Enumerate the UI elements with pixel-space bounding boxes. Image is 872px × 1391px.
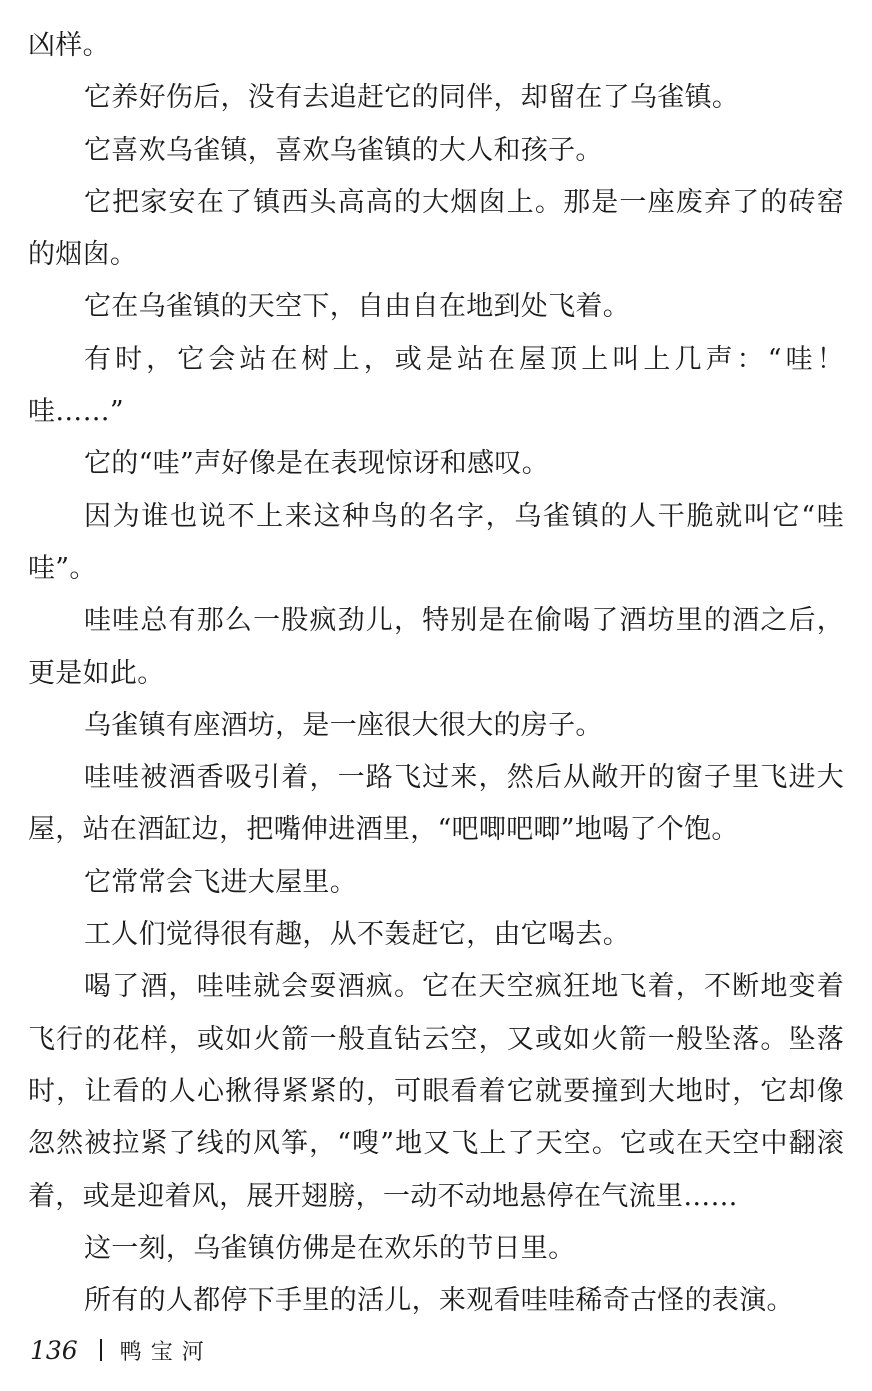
paragraph: 哇哇总有那么一股疯劲儿，特别是在偷喝了酒坊里的酒之后，更是如此。 <box>28 605 844 689</box>
page-footer <box>30 1330 213 1370</box>
paragraph: 它的“哇”声好像是在表现惊讶和感叹。 <box>84 448 550 480</box>
paragraph: 哇哇被酒香吸引着，一路飞过来，然后从敞开的窗子里飞进大屋，站在酒缸边，把嘴伸进酒里，“吧唧吧唧”地喝了个饱。 <box>28 762 844 846</box>
paragraph: 有时，它会站在树上，或是站在屋顶上叫上几声：“哇！哇……” <box>28 343 844 428</box>
paragraph: 所有的人都停下手里的活儿，来观看哇哇稀奇古怪的表演。 <box>84 1285 794 1317</box>
paragraph: 这一刻，乌雀镇仿佛是在欢乐的节日里。 <box>84 1232 576 1264</box>
paragraph: 喝了酒，哇哇就会耍酒疯。它在天空疯狂地飞着，不断地变着飞行的花样，或如火箭一般直钻云空，又或如火箭一般坠落。坠落时，让看的人心揪得紧紧的，可眼看着它就要撞到大地时，它却像忽然被拉紧了线的风筝，“嗖”地又飞上了天空。它或在天空中翻滚着，或是迎着风，展开翅膀，一动不动地悬停在气流里…… <box>28 971 844 1212</box>
paragraph: 它把家安在了镇西头高高的大烟囱上。那是一座废弃了的砖窑的烟囱。 <box>28 186 844 271</box>
book-title: 鸭宝河 <box>119 1339 213 1365</box>
paragraph: 它养好伤后，没有去追赶它的同伴，却留在了乌雀镇。 <box>84 82 740 114</box>
footer-divider <box>100 1339 102 1361</box>
paragraph: 它常常会飞进大屋里。 <box>84 866 357 898</box>
paragraph: 它在乌雀镇的天空下，自由自在地到处飞着。 <box>84 291 630 323</box>
paragraph: 它喜欢乌雀镇，喜欢乌雀镇的大人和孩子。 <box>84 134 603 166</box>
paragraph: 因为谁也说不上来这种鸟的名字，乌雀镇的人干脆就叫它“哇哇”。 <box>28 500 844 584</box>
paragraph: 工人们觉得很有趣，从不轰赶它，由它喝去。 <box>84 919 630 951</box>
paragraph: 凶样。 <box>28 30 110 61</box>
page-body <box>28 20 844 1327</box>
page-number: 136 <box>30 1335 78 1365</box>
paragraph: 乌雀镇有座酒坊，是一座很大很大的房子。 <box>84 709 603 741</box>
